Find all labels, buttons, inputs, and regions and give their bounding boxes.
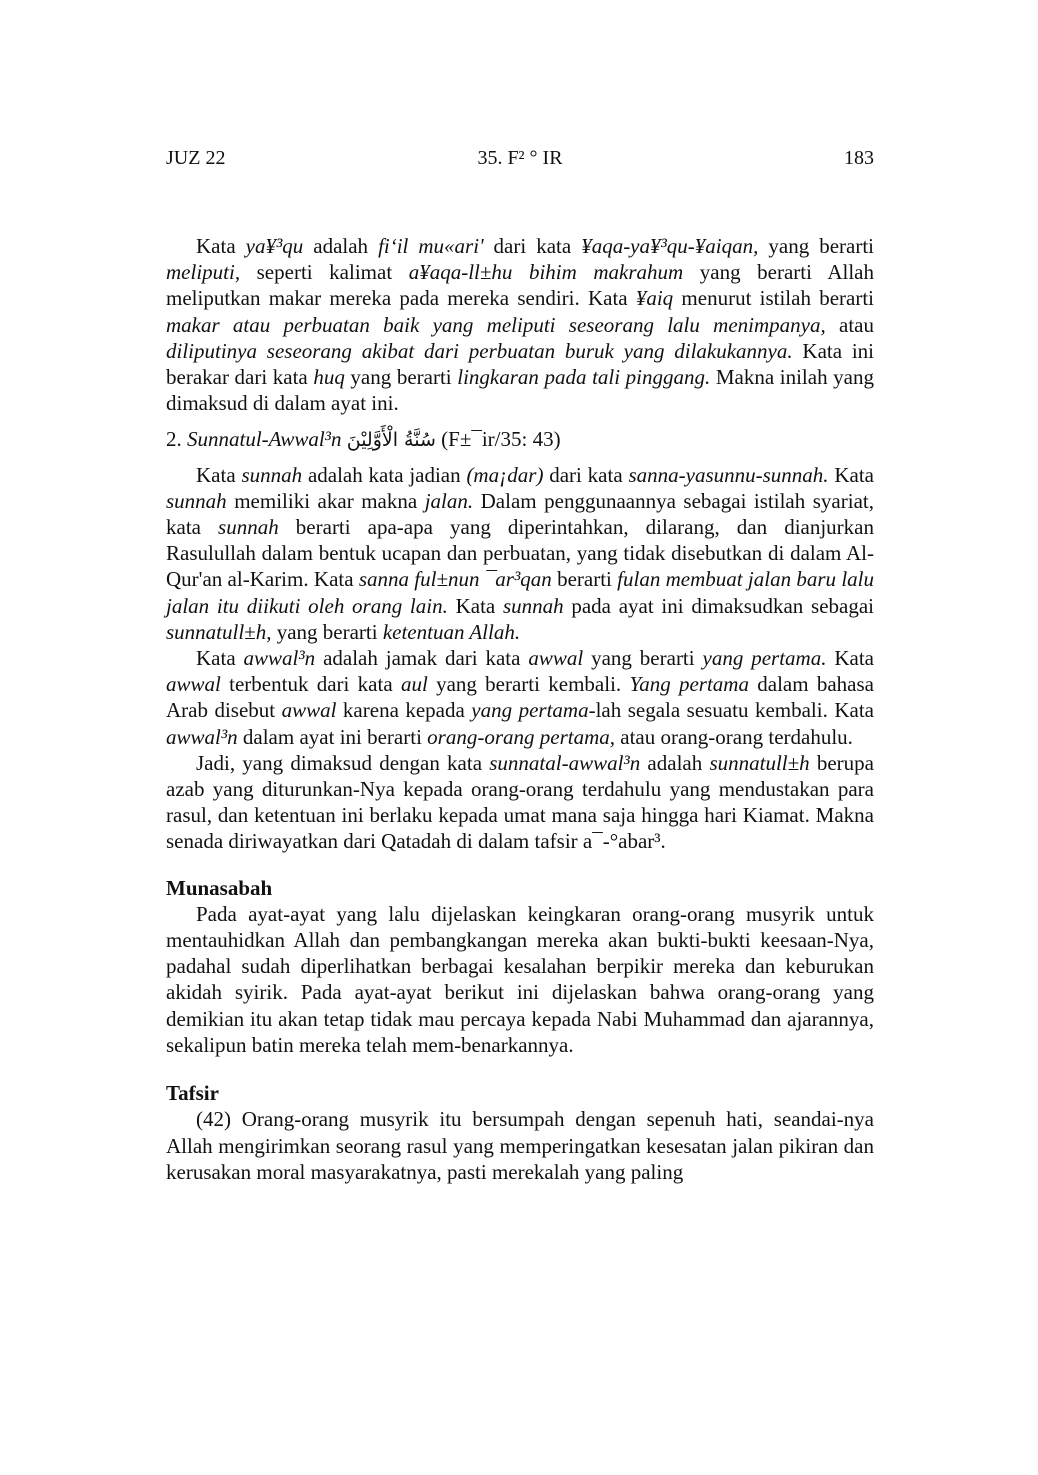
verse-reference: (F±¯ir/35: 43)	[435, 427, 561, 452]
section-heading-munasabah: Munasabah	[166, 875, 273, 900]
arabic-term: سُنَّةُ الْأَوَّلِيْنَ	[346, 429, 436, 452]
paragraph-yahiqu: Kata ya¥³qu adalah fi‘il mu«ari' dari kata ¥aqa-ya¥³qu-¥aiqan, yang berarti meliputi, seperti kalimat a¥aqa-ll±hu bihim makrahum yang berarti Allah meliputkan makar mereka pada mereka sendiri. Kata ¥aiq menurut istilah berarti makar atau perbuatan baik yang meliputi seseorang lalu menimpanya, atau diliputinya seseorang akibat dari perbuatan buruk yang dilakukannya. Kata ini berakar dari kata huq yang berarti lingkaran pada tali pinggang. Makna inilah yang dimaksud di dalam ayat ini.	[166, 234, 875, 416]
running-header	[166, 145, 874, 171]
paragraph-munasabah: Pada ayat-ayat yang lalu dijelaskan keingkaran orang-orang musyrik untuk mentauhidkan Allah dan pembangkangan mereka akan bukti-bukti keesaan-Nya, padahal sudah diperlihatkan berbagai kesalahan berpikir mereka dan keburukan akidah syirik. Pada ayat-ayat berikut ini dijelaskan bahwa orang-orang yang demikian itu akan tetap tidak mau percaya kepada Nabi Muhammad dan ajarannya, sekalipun batin mereka telah mem-benarkannya.	[166, 901, 874, 1057]
section-heading-tafsir: Tafsir	[166, 1081, 219, 1106]
page-number: 183	[844, 147, 874, 169]
vocab-term: Sunnatul-Awwal³n	[187, 427, 342, 452]
surah-title: 35. F² ° IR	[477, 147, 563, 169]
paragraph-sunnah: Kata sunnah adalah kata jadian (ma¡dar) dari kata sanna-yasunnu-sunnah. Kata sunnah memiliki akar makna jalan. Dalam penggunaannya sebagai istilah syariat, kata sunnah berarti apa-apa yang diperintahkan, dilarang, dan dianjurkan Rasulullah dalam bentuk ucapan dan perbuatan, yang tidak disebutkan di dalam Al-Qur'an al-Karim. Kata sanna ful±nun ¯ar³qan berarti fulan membuat jalan baru lalu jalan itu diikuti oleh orang lain. Kata sunnah pada ayat ini dimaksudkan sebagai sunnatull±h, yang berarti ketentuan Allah.	[166, 462, 875, 644]
vocab-item-sunnatul-awwalin: 2. Sunnatul-Awwal³n سُنَّةُ الْأَوَّلِيْنَ (F±¯ir/35: 43)	[166, 427, 561, 452]
page-body	[166, 233, 874, 1185]
paragraph-conclusion: Jadi, yang dimaksud dengan kata sunnatal-awwal³n adalah sunnatull±h berupa azab yang diturunkan-Nya kepada orang-orang terdahulu yang mendustakan para rasul, dan ketentuan ini berlaku kepada umat mana saja hingga hari Kiamat. Makna senada diriwayatkan dari Qatadah di dalam tafsir a¯-°abar³.	[166, 750, 874, 854]
juz-label: JUZ 22	[166, 147, 226, 169]
paragraph-awwalin: Kata awwal³n adalah jamak dari kata awwal yang berarti yang pertama. Kata awwal terbentuk dari kata aul yang berarti kembali. Yang pertama dalam bahasa Arab disebut awwal karena kepada yang pertama-lah segala sesuatu kembali. Kata awwal³n dalam ayat ini berarti orang-orang pertama, atau orang-orang terdahulu.	[166, 646, 874, 749]
paragraph-tafsir: (42) Orang-orang musyrik itu bersumpah dengan sepenuh hati, seandai-nya Allah mengirimkan seorang rasul yang memperingatkan kesesatan jalan pikiran dan kerusakan moral masyarakatnya, pasti merekalah yang paling	[166, 1107, 874, 1184]
